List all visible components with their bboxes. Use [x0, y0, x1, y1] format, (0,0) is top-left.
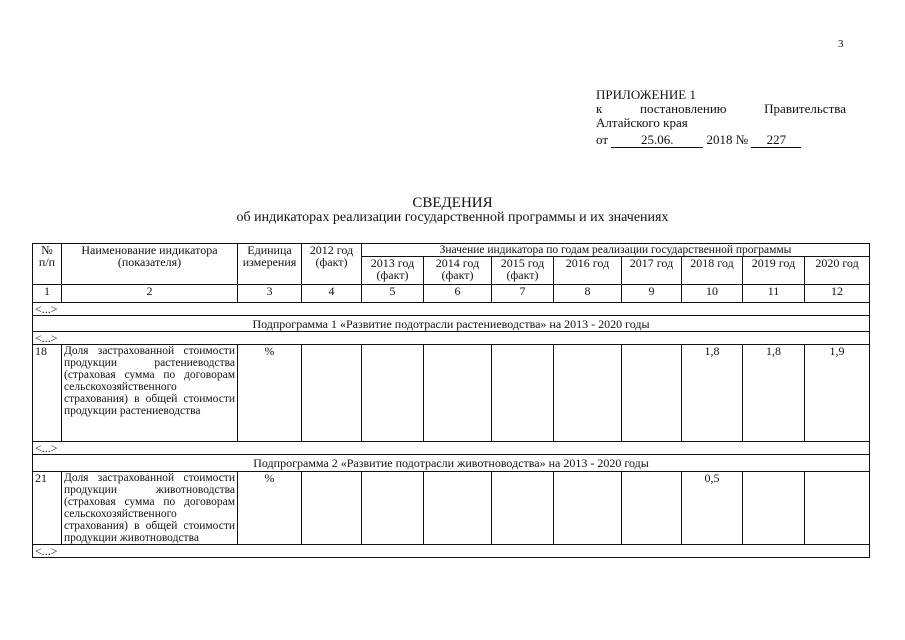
header-year-2014: 2014 год (факт) — [424, 257, 492, 285]
appendix-line-1: к постановлению Правительства — [596, 101, 846, 116]
header-year-2013: 2013 год (факт) — [362, 257, 424, 285]
header-year-2019: 2019 год — [743, 257, 805, 285]
row-21-2018: 0,5 — [682, 472, 743, 545]
subprogram-1-title: Подпрограмма 1 «Развитие подотрасли растениеводства» на 2013 - 2020 годы — [33, 316, 870, 332]
header-year-2017: 2017 год — [622, 257, 682, 285]
header-year-2020: 2020 год — [805, 257, 870, 285]
header-num: № п/п — [33, 244, 62, 285]
document-subtitle: об индикаторах реализации государственной программы и их значениях — [236, 210, 669, 225]
row-21-unit: % — [238, 472, 302, 545]
appendix-block — [596, 88, 846, 148]
row-18-unit: % — [238, 345, 302, 442]
appendix-date-line: от 25.06. 2018 № 227 — [596, 133, 846, 148]
row-21-name: Доля застрахованной стоимости продукции животноводства (страховая сумма по договорам сельскохозяйственного страхования) в общей стоимости продукции животноводства — [62, 472, 238, 545]
row-18-2018: 1,8 — [682, 345, 743, 442]
header-group: Значение индикатора по годам реализации государственной программы — [362, 244, 870, 257]
ellipsis-row: <...> — [33, 303, 870, 316]
appendix-region: Алтайского края — [596, 115, 688, 130]
indicators-table — [32, 243, 870, 558]
header-year-2018: 2018 год — [682, 257, 743, 285]
header-year-2016: 2016 год — [554, 257, 622, 285]
row-18-2019: 1,8 — [743, 345, 805, 442]
header-year-2015: 2015 год (факт) — [492, 257, 554, 285]
document-title: СВЕДЕНИЯ — [412, 195, 493, 211]
row-18-name: Доля застрахованной стоимости продукции растениеводства (страховая сумма по договорам сельскохозяйственного страхования) в общей стоимости продукции растениеводства — [62, 345, 238, 442]
row-18-num: 18 — [33, 345, 62, 442]
subprogram-row — [33, 316, 870, 332]
column-number-row: 1 2 3 4 5 6 7 8 9 10 11 12 — [33, 285, 870, 303]
header-name: Наименование индикатора (показателя) — [62, 244, 238, 285]
ellipsis-row: <...> — [33, 545, 870, 558]
table-row — [33, 345, 870, 442]
appendix-title: ПРИЛОЖЕНИЕ 1 — [596, 87, 696, 102]
table-row — [33, 472, 870, 545]
row-21-num: 21 — [33, 472, 62, 545]
subprogram-row — [33, 455, 870, 472]
row-18-2020: 1,9 — [805, 345, 870, 442]
header-2012: 2012 год (факт) — [302, 244, 362, 285]
header-row-1 — [33, 244, 870, 257]
subprogram-2-title: Подпрограмма 2 «Развитие подотрасли животноводства» на 2013 - 2020 годы — [33, 455, 870, 472]
header-unit: Единица измерения — [238, 244, 302, 285]
page-number: 3 — [838, 38, 844, 50]
appendix-date: 25.06. — [611, 133, 703, 148]
ellipsis-row: <...> — [33, 442, 870, 455]
appendix-number: 227 — [751, 133, 801, 148]
ellipsis-row: <...> — [33, 332, 870, 345]
